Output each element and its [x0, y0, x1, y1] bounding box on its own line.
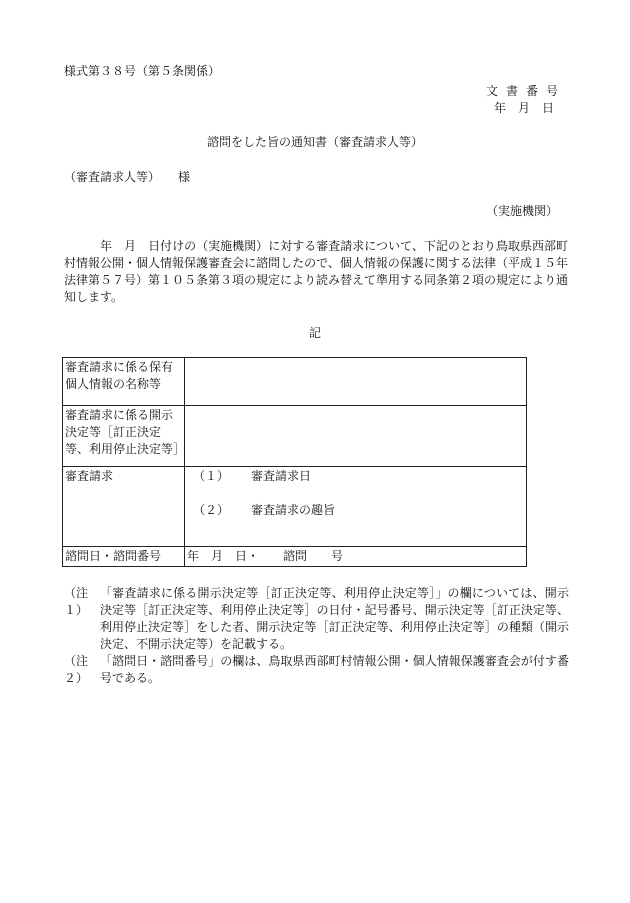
row-label-request: 審査請求 — [63, 467, 185, 547]
date-label: 年月日 — [493, 101, 566, 115]
row-value-inquiry-date: 年 月 日・ 諮問 号 — [185, 547, 527, 567]
note-item — [64, 653, 569, 687]
notice-body-text: 年 月 日付けの（実施機関）に対する審査請求について、下記のとおり鳥取県西部町村情報公開・個人情報保護審査会に諮問したので、個人情報の保護に関する法律（平成１５年法律第５７号）第１０５条第３項の規定により読み替えて準用する同条第２項の規定により通知します。 — [64, 239, 569, 304]
issuer-line: （実施機関） — [485, 204, 558, 218]
row-value-request — [185, 467, 527, 547]
details-table — [62, 357, 527, 567]
request-item-2-text: 審査請求の趣旨 — [251, 503, 336, 517]
table-row — [63, 547, 527, 567]
recipient-line: （審査請求人等） 様 — [64, 170, 191, 184]
note-text: 「審査請求に係る開示決定等［訂正決定等、利用停止決定等］」の欄については、開示決定等［訂正決定等、利用停止決定等］の日付・記号番号、開示決定等［訂正決定等、利用停止決定等］をした者、開示決定等［訂正決定等、利用停止決定等］の種類（開示決定、不開示決定等）を記載する。 — [100, 586, 569, 651]
request-item-1 — [187, 468, 524, 485]
note-number: （注２） — [64, 654, 89, 685]
row-value-disclosure-decision — [185, 406, 527, 467]
row-label-inquiry-date: 諮問日・諮問番号 — [63, 547, 185, 567]
request-item-1-text: 審査請求日 — [251, 469, 312, 483]
request-item-1-num: （１） — [193, 469, 230, 483]
table-row — [63, 358, 527, 406]
ki-heading: 記 — [308, 326, 321, 340]
page-title: 諮問をした旨の通知書（審査請求人等） — [206, 135, 423, 149]
row-value-info-name — [185, 358, 527, 406]
note-text: 「諮問日・諮問番号」の欄は、鳥取県西部町村情報公開・個人情報保護審査会が付す番号である。 — [100, 654, 569, 685]
request-item-2 — [187, 502, 524, 519]
table-row — [63, 406, 527, 467]
row-label-info-name: 審査請求に係る保有個人情報の名称等 — [63, 358, 185, 406]
notice-body — [64, 238, 568, 306]
table-row — [63, 467, 527, 547]
row-label-disclosure-decision: 審査請求に係る開示決定等［訂正決定等、利用停止決定等］ — [63, 406, 185, 467]
form-number: 様式第３８号（第５条関係） — [64, 64, 221, 78]
note-number: （注１） — [64, 586, 89, 617]
document-number-label: 文書番号 — [485, 84, 566, 98]
request-item-2-num: （２） — [193, 503, 230, 517]
notes-section — [64, 585, 569, 687]
note-item — [64, 585, 569, 653]
